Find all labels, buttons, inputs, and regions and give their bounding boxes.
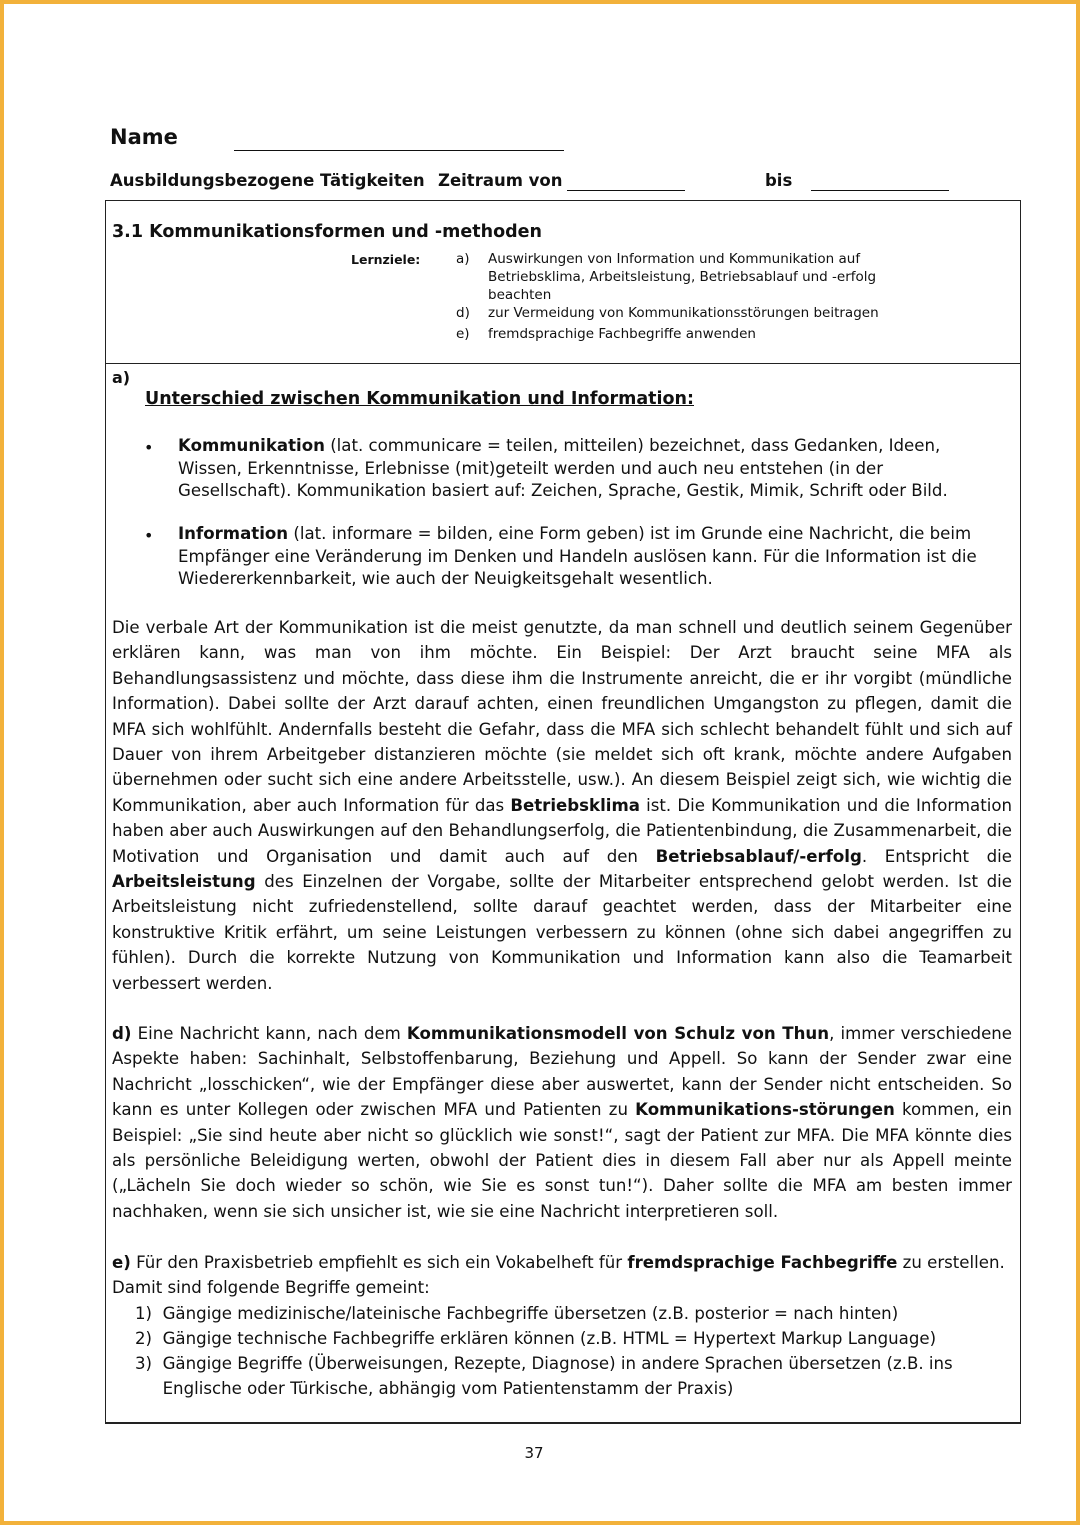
paragraph-text: Eine Nachricht kann, nach dem	[131, 1024, 407, 1043]
lernziele-label: Lernziele:	[351, 252, 421, 267]
name-fill-line	[234, 150, 564, 151]
lernziel-key: d)	[456, 305, 470, 321]
list-item-text: Gängige Begriffe (Überweisungen, Rezepte, Diagnose) in andere Sprachen übersetzen (z.B. ins Englische oder Türkische, abhängig vom Patientenstamm der Praxis)	[162, 1354, 953, 1399]
period-label: Zeitraum von	[438, 171, 563, 190]
period-until-line	[811, 190, 949, 191]
list-item-number: 3)	[134, 1354, 152, 1373]
lernziel-text: fremdsprachige Fachbegriffe anwenden	[488, 326, 756, 342]
bullet-term: Kommunikation	[178, 436, 325, 455]
until-label: bis	[765, 171, 793, 190]
part-e-paragraph	[112, 1250, 1012, 1301]
bullet-term: Information	[178, 524, 289, 543]
paragraph-text: kommen, ein Beispiel: „Sie sind heute aber nicht so glücklich wie sonst!“, sagt der Patient zur MFA. Die MFA könnte dies als persönliche Beleidigung werten, obwohl der Patient dies in diesem Fall aber nur als Appell meinte („Lächeln Sie doch wieder so schön, wie Sie es sonst tun!“). Daher sollte die MFA am besten immer nachhaken, wenn sie sich unsicher ist, wie sie eine Nachricht interpretieren soll.	[112, 1100, 1013, 1221]
activities-label: Ausbildungsbezogene Tätigkeiten	[110, 171, 425, 190]
lernziel-text: zur Vermeidung von Kommunikationsstörungen beitragen	[488, 305, 879, 321]
lernziel-key: e)	[456, 326, 470, 342]
part-a-label: a)	[112, 368, 131, 387]
lernziel-text: Auswirkungen von Information und Kommunikation auf Betriebsklima, Arbeitsleistung, Betriebsablauf und -erfolg beachten	[488, 251, 877, 303]
paragraph-bold: Betriebsklima	[510, 795, 640, 815]
list-item-number: 2)	[134, 1329, 152, 1348]
paragraph-text: . Entspricht die	[861, 846, 1012, 866]
page-number: 37	[524, 1444, 544, 1462]
part-d-paragraph	[112, 1021, 1012, 1224]
lernziel-item	[456, 304, 908, 322]
paragraph-text: ist. Die Kommunikation und die Information haben aber auch Auswirkungen auf den Behandlungserfolg, die Patientenbindung, die Zusammenarbeit, die Motivation und Organisation und damit auch auf den	[112, 795, 1012, 866]
paragraph-text: , immer verschiedene Aspekte haben: Sachinhalt, Selbstoffenbarung, Beziehung und Appell. So kann der Sender zwar eine Nachricht „losschicken“, wie der Empfänger diese aber auswertet, kann der Sender nicht entscheiden. So kann es unter Kollegen oder zwischen MFA und Patienten zu	[112, 1024, 1012, 1120]
list-item	[112, 1351, 1012, 1402]
bullet-kommunikation	[178, 435, 988, 503]
bullet-text: (lat. informare = bilden, eine Form geben) ist im Grunde eine Nachricht, die beim Empfänger eine Veränderung im Denken und Handeln auslösen kann. Für die Information ist die Wiedererkennbarkeit, wie auch der Neuigkeitsgehalt wesentlich.	[178, 524, 977, 588]
paragraph-text: Für den Praxisbetrieb empfiehlt es sich ein Vokabelheft für	[130, 1253, 628, 1272]
lernziel-item	[456, 250, 908, 304]
paragraph-text: Die verbale Art der Kommunikation ist die meist genutzte, da man schnell und deutlich seinem Gegenüber erklären kann, was man von ihm möchte. Ein Beispiel: Der Arzt braucht seine MFA als Behandlungsassistenz und möchte, dass diese ihm die Instrumente anreicht, die er ihr vorgibt (mündliche Information). Dabei sollte der Arzt darauf achten, einen freundlichen Umgangston zu pflegen, damit die MFA sich wohlfühlt. Andernfalls besteht die Gefahr, dass die MFA sich schlecht behandelt fühlt und sich auf Dauer von ihrem Arbeitgeber distanzieren möchte (sie meldet sich oft krank, möchte andere Aufgaben übernehmen oder sucht sich eine andere Arbeitsstelle, usw.). An diesem Beispiel zeigt sich, wie wichtig die Kommunikation, aber auch Information für das	[112, 618, 1012, 815]
part-e-label: e)	[112, 1253, 131, 1272]
lernziel-item	[456, 325, 908, 343]
section-title: 3.1 Kommunikationsformen und -methoden	[112, 222, 542, 242]
paragraph-bold: fremdsprachige Fachbegriffe	[627, 1253, 898, 1272]
list-item-text: Gängige technische Fachbegriffe erklären können (z.B. HTML = Hypertext Markup Language)	[162, 1329, 937, 1348]
part-a-paragraph	[112, 615, 1012, 996]
paragraph-text: des Einzelnen der Vorgabe, sollte der Mitarbeiter entsprechend gelobt werden. Ist die Arbeitsleistung nicht zufriedenstellend, sollte darauf geachtet werden, dass der Mitarbeiter eine konstruktive Kritik erfährt, um seine Leistungen verbessern zu können (ohne sich dabei angegriffen zu fühlen). Durch die korrekte Nutzung von Kommunikation und Information kann also die Teamarbeit verbessert werden.	[112, 872, 1012, 993]
lernziel-key: a)	[456, 251, 470, 267]
paragraph-bold: Betriebsablauf/-erfolg	[655, 846, 862, 866]
bullet-icon: •	[144, 438, 154, 457]
paragraph-bold: Kommunikationsmodell von Schulz von Thun	[406, 1024, 830, 1043]
list-item-text: Gängige medizinische/lateinische Fachbegriffe übersetzen (z.B. posterior = nach hinten)	[162, 1304, 899, 1323]
bullet-icon: •	[144, 526, 154, 545]
period-from-line	[567, 190, 685, 191]
bullet-information	[178, 523, 988, 591]
list-item	[112, 1326, 1012, 1351]
paragraph-bold: Kommunikations-störungen	[635, 1100, 895, 1120]
bullet-text: (lat. communicare = teilen, mitteilen) bezeichnet, dass Gedanken, Ideen, Wissen, Erkenntnisse, Erlebnisse (mit)geteilt werden und auch neu entstehen (in der Gesellschaft). Kommunikation basiert auf: Zeichen, Sprache, Gestik, Mimik, Schrift oder Bild.	[178, 436, 948, 500]
part-d-label: d)	[112, 1024, 132, 1043]
paragraph-text: zu erstellen. Damit sind folgende Begriffe gemeint:	[112, 1253, 1005, 1298]
part-a-title: Unterschied zwischen Kommunikation und Information:	[145, 389, 694, 409]
name-label: Name	[110, 125, 178, 149]
paragraph-bold: Arbeitsleistung	[112, 872, 256, 892]
list-item	[112, 1301, 1012, 1326]
list-item-number: 1)	[134, 1304, 152, 1323]
